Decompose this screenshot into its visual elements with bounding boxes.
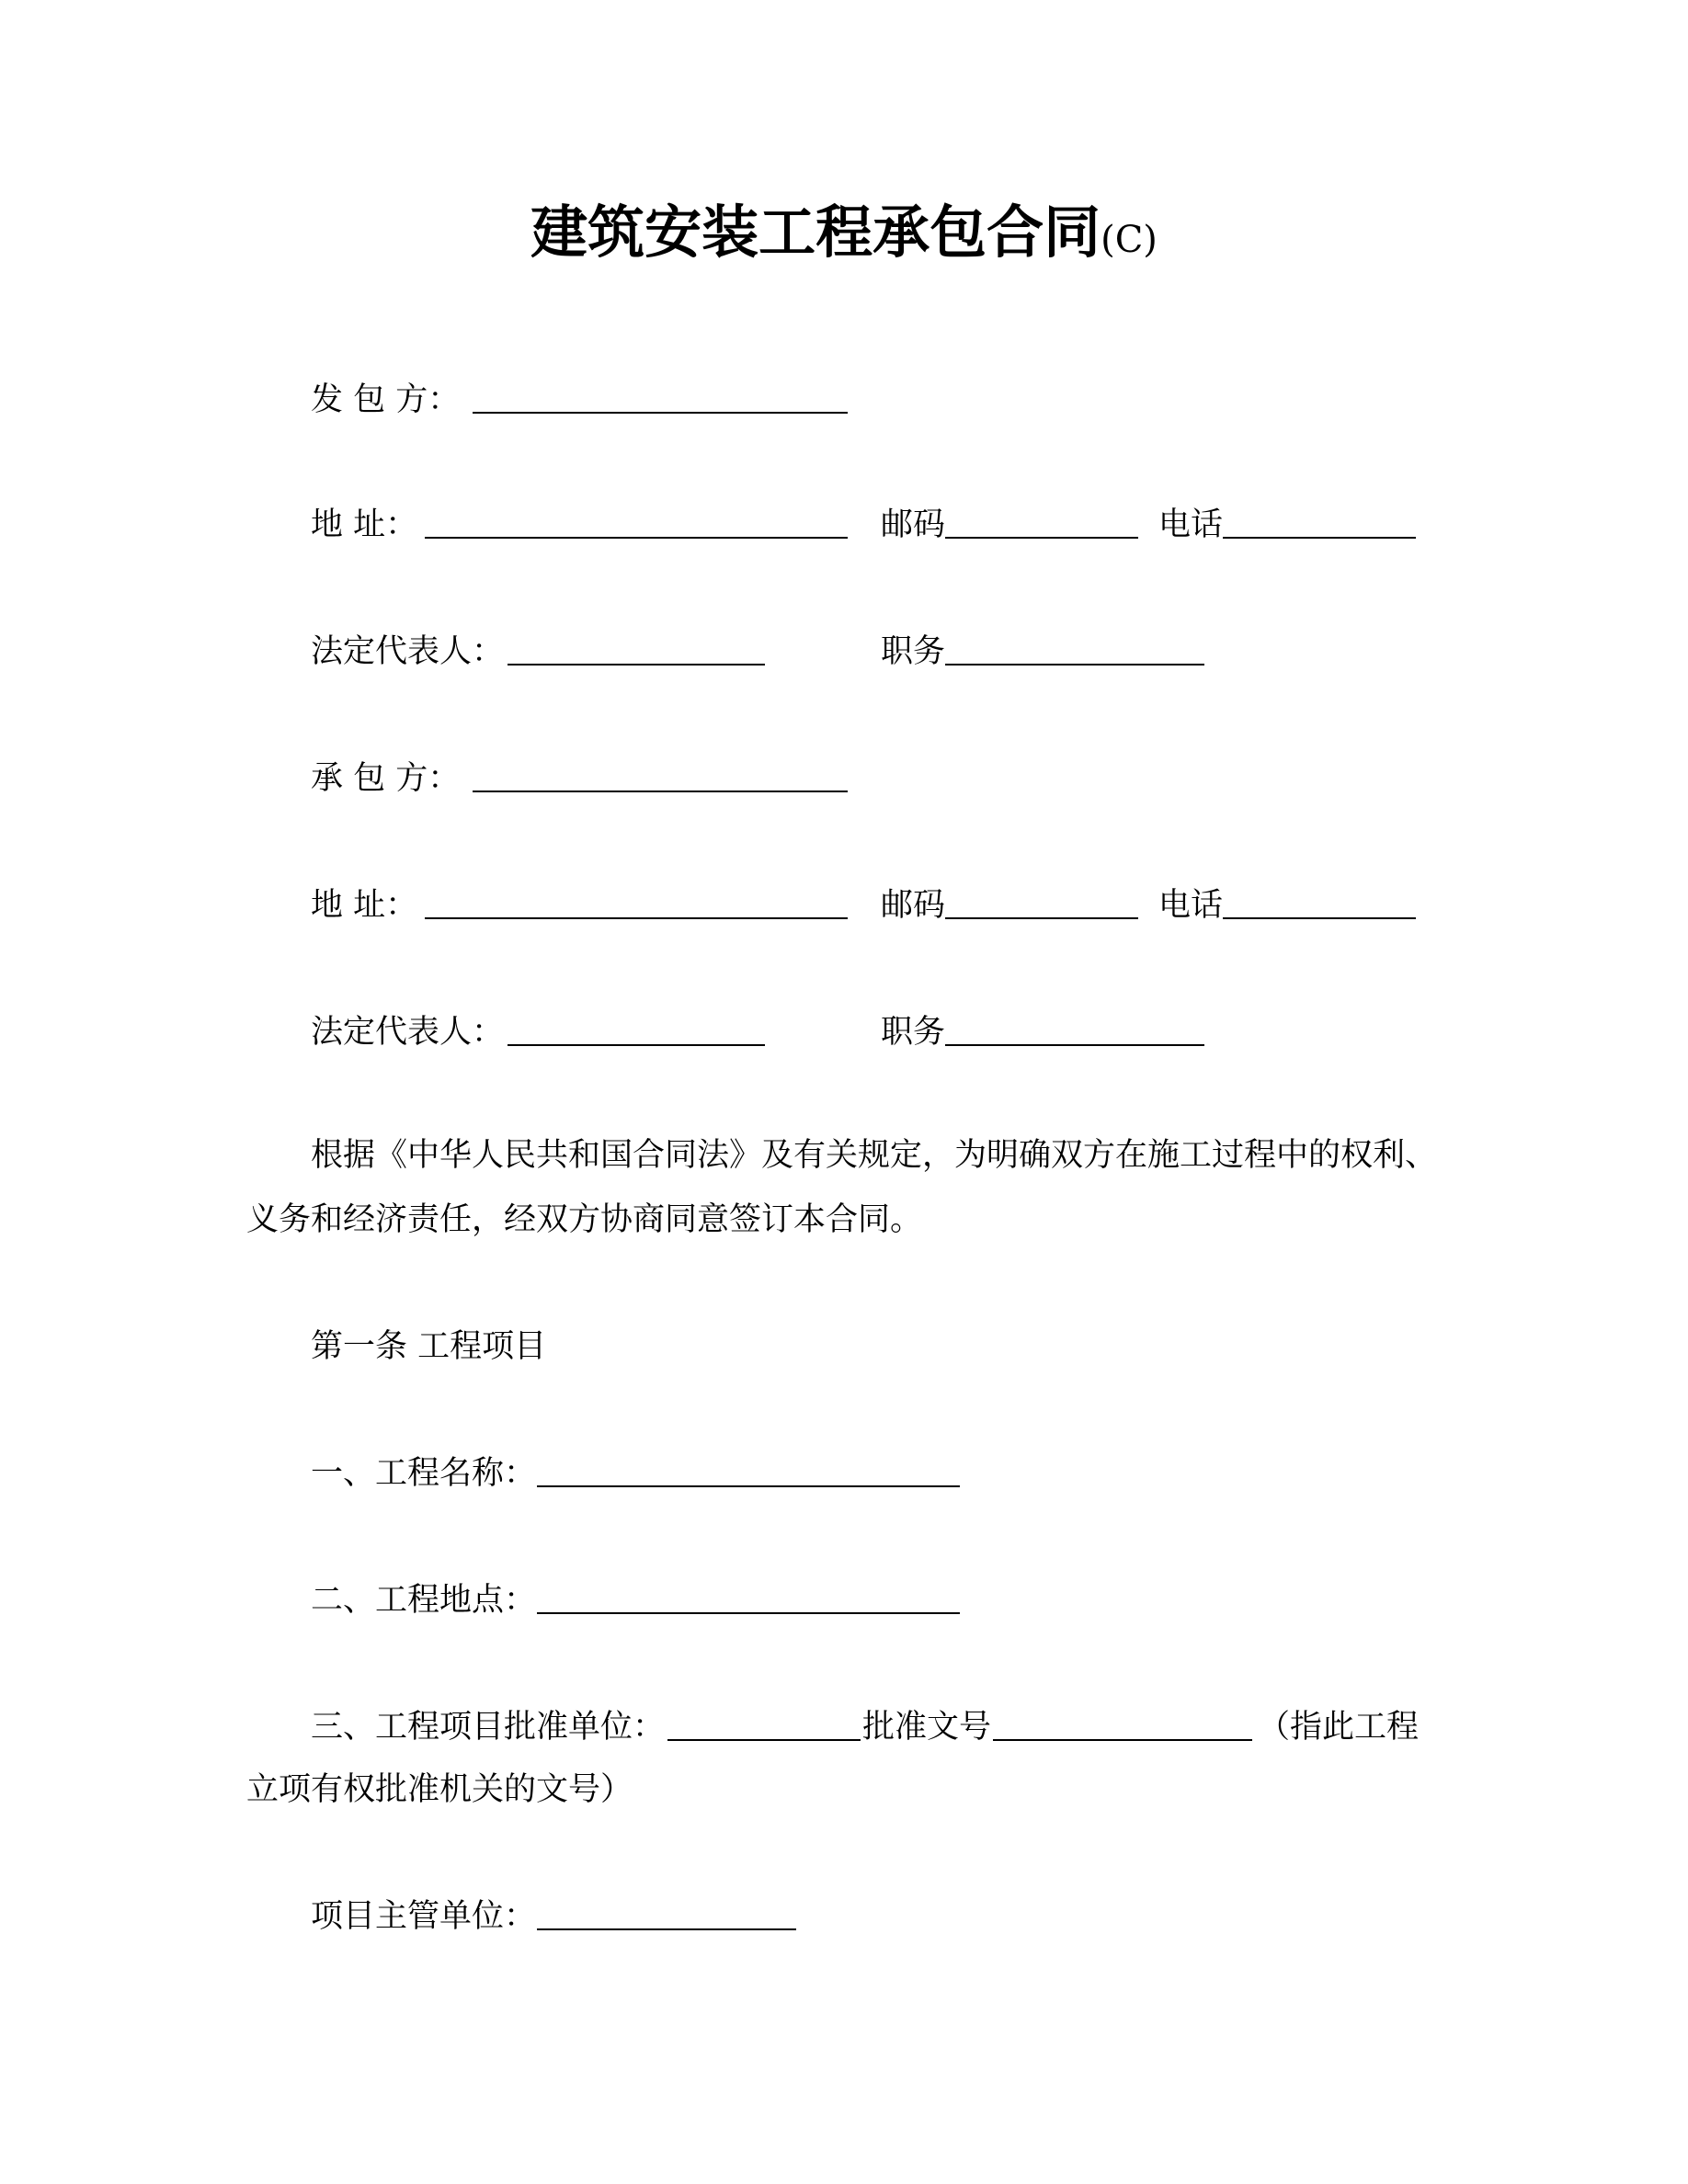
party-a-position-label: 职务 — [881, 633, 946, 670]
preamble-line-2: 义务和经济责任，经双方协商同意签订本合同。 — [246, 1201, 923, 1238]
party-a-postcode-field[interactable] — [945, 537, 1138, 539]
party-b-label: 承 包 方： — [311, 760, 461, 797]
article-1-heading: 第一条 工程项目 — [311, 1328, 547, 1365]
approval-docno-label: 批准文号 — [862, 1709, 992, 1746]
approval-docno-field[interactable] — [993, 1739, 1252, 1741]
document-title — [0, 199, 1688, 266]
party-b-legal-rep-field[interactable] — [508, 1044, 765, 1046]
party-b-address-label: 地 址： — [311, 887, 418, 924]
party-a-postcode-label: 邮码 — [881, 506, 946, 543]
party-b-postcode-label: 邮码 — [881, 887, 946, 924]
party-a-address-field[interactable] — [425, 537, 848, 539]
title-main: 建筑安装工程承包合同 — [530, 199, 1101, 266]
project-name-label: 一、工程名称： — [311, 1455, 537, 1492]
party-a-legal-rep-label: 法定代表人： — [311, 633, 505, 670]
approval-note-line-2: 立项有权批准机关的文号） — [246, 1771, 633, 1808]
title-suffix: (C) — [1101, 219, 1158, 261]
party-b-address-field[interactable] — [425, 917, 848, 919]
party-a-position-field[interactable] — [945, 664, 1204, 665]
party-b-phone-field[interactable] — [1223, 917, 1416, 919]
preamble-line-1: 根据《中华人民共和国合同法》及有关规定，为明确双方在施工过程中的权利、 — [311, 1137, 1438, 1174]
supervisor-unit-field[interactable] — [537, 1928, 796, 1930]
party-b-phone-label: 电话 — [1158, 887, 1224, 924]
party-a-phone-field[interactable] — [1223, 537, 1416, 539]
project-name-field[interactable] — [537, 1485, 960, 1487]
party-a-name-field[interactable] — [473, 412, 848, 414]
approval-note-line-1: （指此工程 — [1258, 1709, 1420, 1746]
party-a-legal-rep-field[interactable] — [508, 664, 765, 665]
approval-unit-field[interactable] — [667, 1739, 861, 1741]
project-location-field[interactable] — [537, 1612, 960, 1614]
supervisor-unit-label: 项目主管单位： — [311, 1898, 537, 1935]
party-b-position-label: 职务 — [881, 1014, 946, 1051]
party-a-label: 发 包 方： — [311, 381, 461, 418]
party-a-address-label: 地 址： — [311, 506, 418, 543]
party-b-name-field[interactable] — [473, 791, 848, 792]
party-b-position-field[interactable] — [945, 1044, 1204, 1046]
approval-unit-label: 三、工程项目批准单位： — [311, 1709, 666, 1746]
party-b-legal-rep-label: 法定代表人： — [311, 1014, 505, 1051]
party-a-phone-label: 电话 — [1158, 506, 1224, 543]
party-b-postcode-field[interactable] — [945, 917, 1138, 919]
project-location-label: 二、工程地点： — [311, 1582, 537, 1619]
